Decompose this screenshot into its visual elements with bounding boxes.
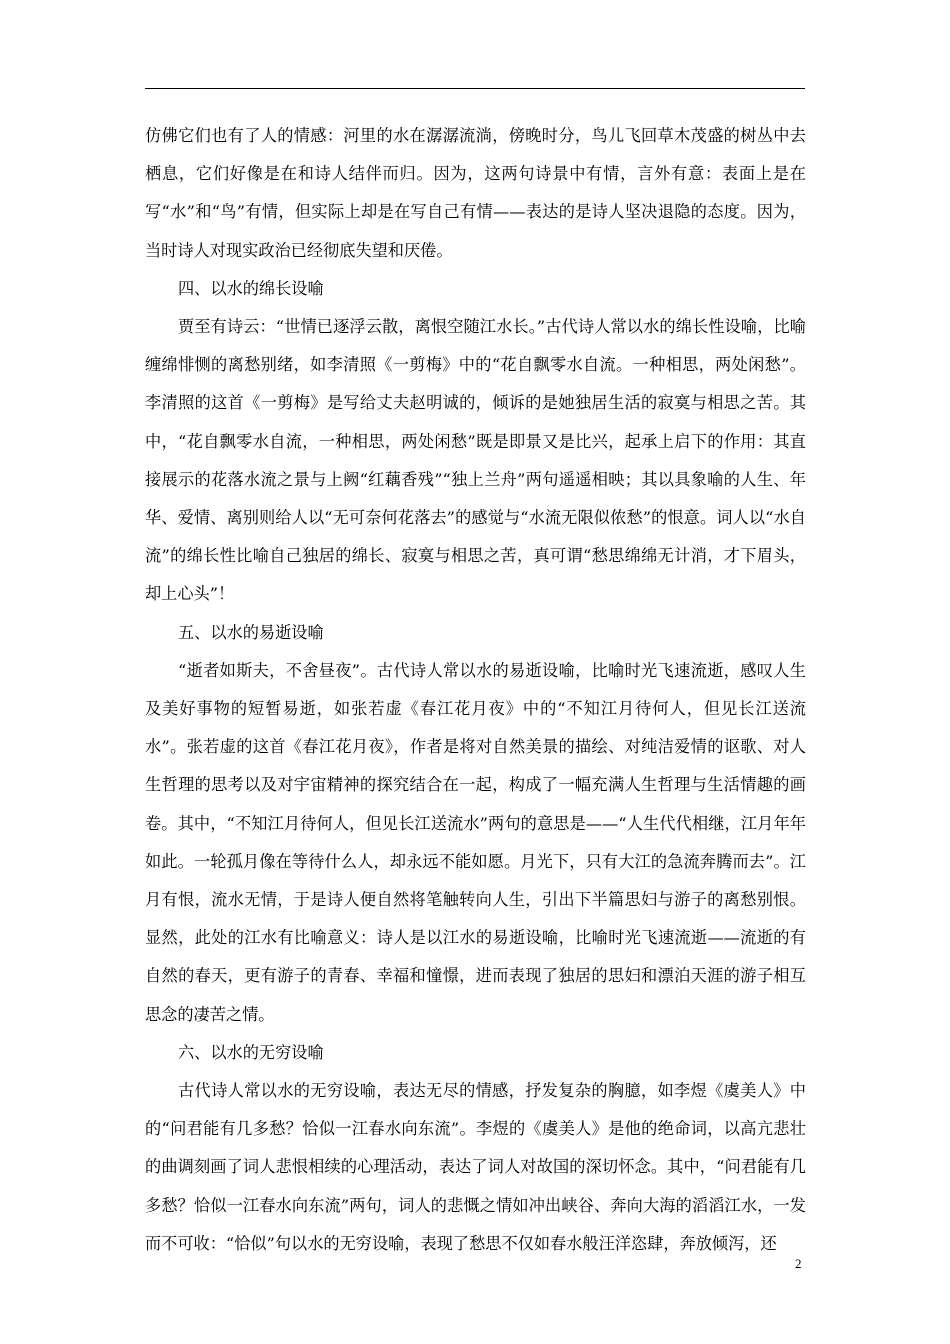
paragraph-section-6: 古代诗人常以水的无穷设喻，表达无尽的情感，抒发复杂的胸臆，如李煜《虞美人》中的“问君能有几多愁？恰似一江春水向东流”。李煜的《虞美人》是他的绝命词，以高亢悲壮的曲调刻画了词人悲恨相续的心理活动，表达了词人对故国的深切怀念。其中，“问君能有几多愁？恰似一江春水向东流”两句，词人的悲慨之情如冲出峡谷、奔向大海的滔滔江水，一发而不可收：“恰似”句以水的无穷设喻，表现了愁思不仅如春水般汪洋恣肆，奔放倾泻，还 [145, 1081, 806, 1253]
paragraph-section-5: “逝者如斯夫，不舍昼夜”。古代诗人常以水的易逝设喻，比喻时光飞速流逝，感叹人生及美好事物的短暂易逝，如张若虚《春江花月夜》中的“不知江月待何人，但见长江送流水”。张若虚的这首《春江花月夜》，作者是将对自然美景的描绘、对纯洁爱情的讴歌、对人生哲理的思考以及对宇宙精神的探究结合在一起，构成了一幅充满人生哲理与生活情趣的画卷。其中，“不知江月待何人，但见长江送流水”两句的意思是——“人生代代相继，江月年年如此。一轮孤月像在等待什么人，却永远不能如愿。月光下，只有大江的急流奔腾而去”。江月有恨，流水无情，于是诗人便自然将笔触转向人生，引出下半篇思妇与游子的离愁别恨。显然，此处的江水有比喻意义：诗人是以江水的易逝设喻，比喻时光飞速流逝——流逝的有自然的春天，更有游子的青春、幸福和憧憬，进而表现了独居的思妇和漂泊天涯的游子相互思念的凄苦之情。 [145, 660, 806, 1024]
header-rule [145, 88, 805, 89]
paragraph-section-4: 贾至有诗云：“世情已逐浮云散，离恨空随江水长。”古代诗人常以水的绵长性设喻，比喻缠绵悱恻的离愁别绪，如李清照《一剪梅》中的“花自飘零水自流。一种相思，两处闲愁”。李清照的这首《一剪梅》是写给丈夫赵明诚的，倾诉的是她独居生活的寂寞与相思之苦。其中，“花自飘零水自流，一种相思，两处闲愁”既是即景又是比兴，起承上启下的作用：其直接展示的花落水流之景与上阙“红藕香残”“独上兰舟”两句遥遥相映；其以具象喻的人生、年华、爱情、离别则给人以“无可奈何花落去”的感觉与“水流无限似侬愁”的恨意。词人以“水自流”的绵长性比喻自己独居的绵长、寂寞与相思之苦，真可谓“愁思绵绵无计消，才下眉头，却上心头”！ [145, 317, 806, 604]
page-number: 2 [795, 1256, 802, 1271]
paragraph-continued: 仿佛它们也有了人的情感：河里的水在潺潺流淌，傍晚时分，鸟儿飞回草木茂盛的树丛中去栖息，它们好像是在和诗人结伴而归。因为，这两句诗景中有情，言外有意：表面上是在写“水”和“鸟”有情，但实际上却是在写自己有情——表达的是诗人坚决退隐的态度。因为，当时诗人对现实政治已经彻底失望和厌倦。 [145, 126, 806, 260]
section-heading-5: 五、以水的易逝设喻 [178, 622, 324, 642]
section-heading-4: 四、以水的绵长设喻 [178, 278, 324, 298]
section-heading-6: 六、以水的无穷设喻 [178, 1042, 324, 1062]
document-body [145, 117, 806, 1263]
